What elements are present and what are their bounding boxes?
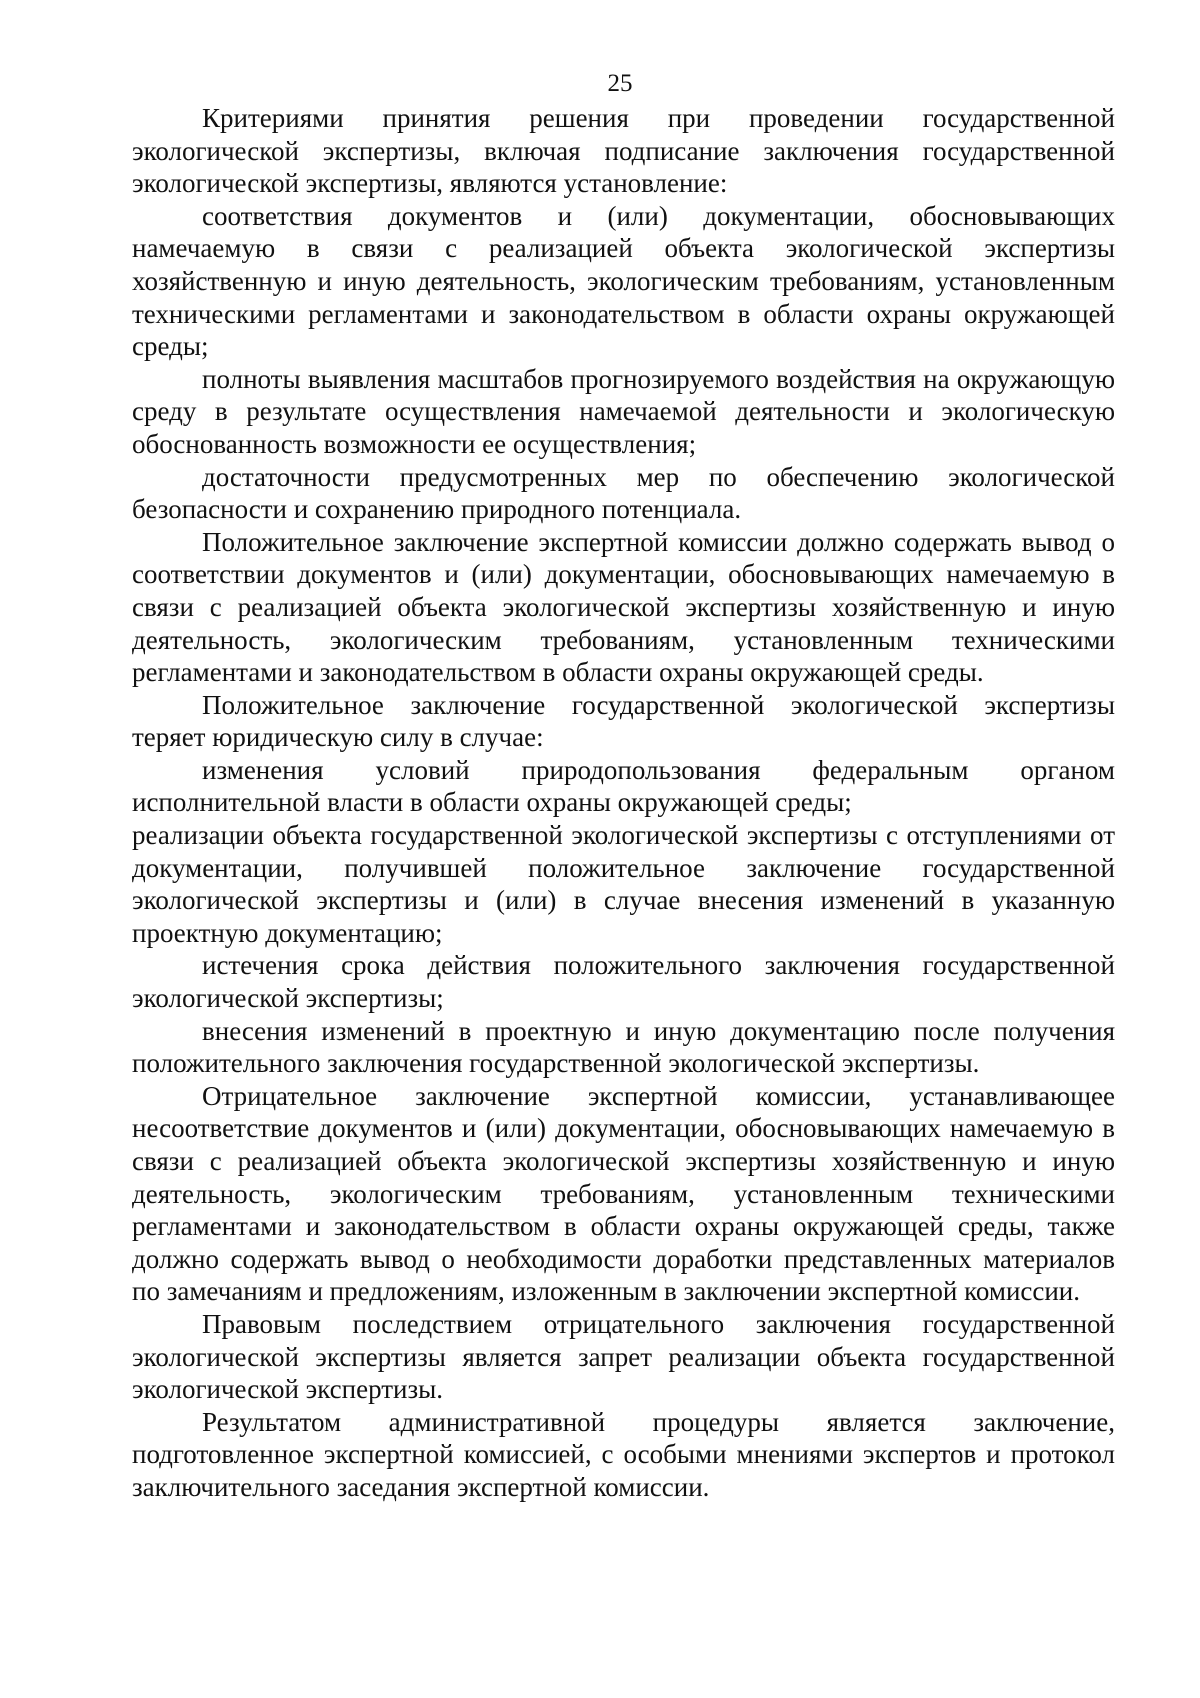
paragraph-criteria-compliance: соответствия документов и (или) документации, обосновывающих намечаемую в связи с реализацией объекта экологической экспертизы хозяйственную и иную деятельность, экологическим требованиям, установленным техническими регламентами и законодательством в области охраны окружающей среды; [132, 200, 1115, 362]
paragraph-procedure-result: Результатом административной процедуры является заключение, подготовленное экспертной комиссией, с особыми мнениями экспертов и протокол заключительного заседания экспертной комиссии. [132, 1406, 1115, 1502]
paragraph-loss-deviation: реализации объекта государственной экологической экспертизы с отступлениями от документации, получившей положительное заключение государственной экологической экспертизы и (или) в случае внесения изменений в указанную проектную документацию; [132, 820, 1115, 948]
paragraph-loss-changes: внесения изменений в проектную и иную документацию после получения положительного заключения государственной экологической экспертизы. [132, 1015, 1115, 1079]
paragraph-legal-consequence: Правовым последствием отрицательного заключения государственной экологической экспертизы является запрет реализации объекта государственной экологической экспертизы. [132, 1308, 1115, 1405]
paragraph-criteria-sufficiency: достаточности предусмотренных мер по обеспечению экологической безопасности и сохранению природного потенциала. [132, 461, 1115, 525]
paragraph-criteria-intro: Критериями принятия решения при проведении государственной экологической экспертизы, включая подписание заключения государственной экологической экспертизы, являются установление: [132, 103, 1115, 199]
paragraph-criteria-completeness: полноты выявления масштабов прогнозируемого воздействия на окружающую среду в результате осуществления намечаемой деятельности и экологическую обоснованность возможности ее осуществления; [132, 363, 1115, 459]
page-number: 25 [607, 70, 633, 97]
paragraph-negative-conclusion: Отрицательное заключение экспертной комиссии, устанавливающее несоответствие документов и (или) документации, обосновывающих намечаемую в связи с реализацией объекта экологической экспертизы хозяйственную и иную деятельность, экологическим требованиям, установленным техническими регламентами и законодательством в области охраны окружающей среды, также должно содержать вывод о необходимости доработки представленных материалов по замечаниям и предложениям, изложенным в заключении экспертной комиссии. [132, 1080, 1115, 1307]
paragraph-positive-conclusion: Положительное заключение экспертной комиссии должно содержать вывод о соответствии документов и (или) документации, обосновывающих намечаемую в связи с реализацией объекта экологической экспертизы хозяйственную и иную деятельность, экологическим требованиям, установленным техническими регламентами и законодательством в области охраны окружающей среды. [132, 526, 1115, 688]
paragraph-loss-expiry: истечения срока действия положительного заключения государственной экологической экспертизы; [132, 950, 1115, 1014]
document-body [132, 102, 1115, 1504]
paragraph-loss-change-conditions: изменения условий природопользования федеральным органом исполнительной власти в области охраны окружающей среды; [132, 754, 1115, 818]
paragraph-loss-of-force-intro: Положительное заключение государственной экологической экспертизы теряет юридическую силу в случае: [132, 689, 1115, 753]
